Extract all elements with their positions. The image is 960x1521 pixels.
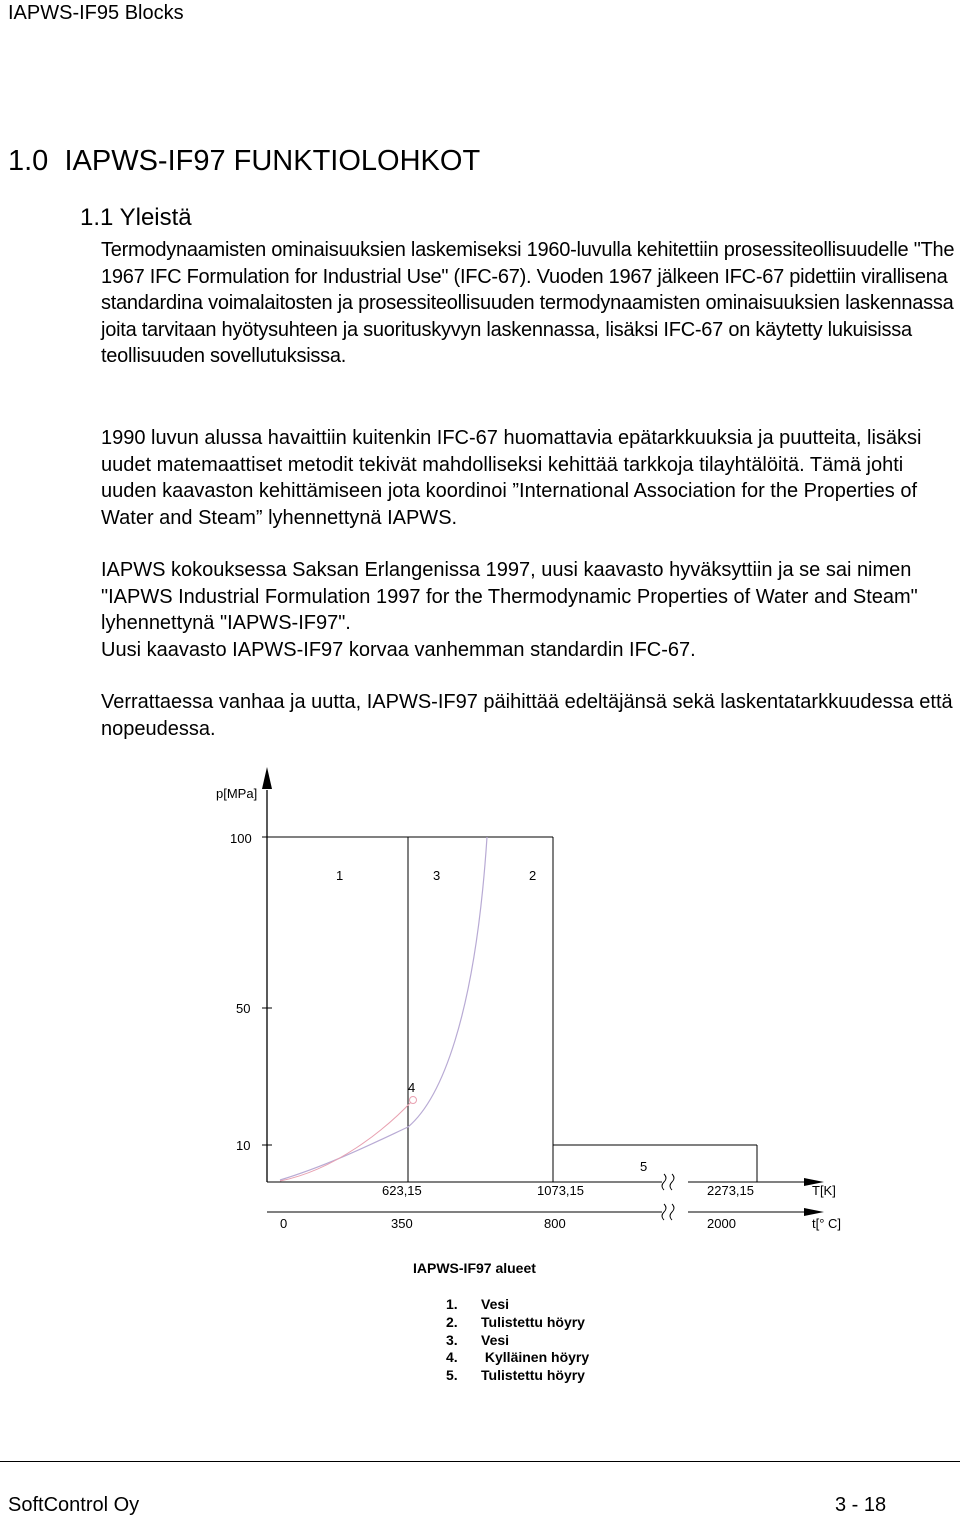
legend-item: 3. Vesi [446,1331,510,1348]
paragraph-text: Uusi kaavasto IAPWS-IF97 korvaa vanhemman standardin IFC-67. [101,638,696,661]
section-title: IAPWS-IF97 FUNKTIOLOHKOT [64,145,481,177]
legend-item: 5. Tulistettu höyry [446,1367,585,1384]
footer-company: SoftControl Oy [8,1494,140,1516]
region-label: 3 [433,868,441,883]
paragraph-text: Verrattaessa vanhaa ja uutta, IAPWS-IF97 päihittää edeltäjänsä sekä laskentatarkkuudessa että nopeudessa. [101,691,953,740]
region-2-3-boundary-curve [408,837,487,1127]
region-legend [446,1296,589,1385]
paragraph-text: 1990 luvun alussa havaittiin kuitenkin IFC-67 huomattavia epätarkkuuksia ja puutteita, lisäksi uudet matemaattiset metodit tekivät mahdolliseksi kehittää tarkkoja tilayhtälöitä. Tämä johti uuden kaavaston kehittämiseen jota koordinoi ”International Association for the Properties of Water and Steam” lyhennettynä IAPWS. [101,427,922,529]
kelvin-tick-label: 1073,15 [537,1183,584,1198]
document-header-title: IAPWS-IF95 Blocks [8,2,184,24]
footer-divider [0,1461,960,1462]
region-label: 5 [640,1159,648,1174]
footer-page-number: 3 - 18 [835,1494,887,1516]
celsius-tick-label: 800 [544,1216,566,1231]
celsius-axis-arrowhead [804,1208,824,1216]
y-tick-label: 100 [230,831,252,846]
axis-break-mark [662,1174,674,1190]
region-label: 1 [336,868,344,883]
kelvin-tick-label: 623,15 [382,1183,422,1198]
iapws-regions-diagram [0,760,960,1240]
saturation-line-detail [280,1100,413,1181]
y-tick-label: 50 [236,1001,251,1016]
y-axis-arrowhead [262,767,272,789]
paragraph-comparison [101,689,959,742]
region-label: 2 [529,868,537,883]
celsius-tick-label: 2000 [707,1216,736,1231]
legend-item: 2. Tulistettu höyry [446,1313,585,1330]
region-label: 4 [408,1080,416,1095]
axis-break-mark [662,1204,674,1220]
celsius-tick-label: 0 [280,1216,288,1231]
paragraph-text: IAPWS kokouksessa Saksan Erlangenissa 1997, uusi kaavasto hyväksyttiin ja se sai nimen "IAPWS Industrial Formulation 1997 for the Thermodynamic Properties of Water and Steam" lyhennettynä "IAPWS-IF97". [101,559,918,634]
figure-title: IAPWS-IF97 alueet [413,1260,536,1276]
saturation-curve [280,1127,408,1180]
legend-item: 1. Vesi [446,1296,510,1312]
paragraph-inaccuracies [101,425,959,531]
legend-item: 4. Kylläinen höyry [446,1349,590,1366]
kelvin-tick-label: 2273,15 [707,1183,754,1198]
celsius-axis-label: t[° C] [812,1216,842,1231]
section-number: 1.0 [8,145,49,177]
subsection-heading: 1.1 Yleistä [80,204,192,231]
section-heading [8,145,480,178]
y-tick-label: 10 [236,1138,251,1153]
y-axis-label: p[MPa] [216,786,258,801]
critical-point-marker [410,1097,417,1104]
kelvin-axis-label: T[K] [812,1183,836,1198]
celsius-tick-label: 350 [391,1216,413,1231]
paragraph-ifc67-history [101,237,959,370]
paragraph-erlangen-meeting [101,557,959,663]
paragraph-text: Termodynaamisten ominaisuuksien laskemiseksi 1960-luvulla kehitettiin prosessiteollisuudelle "The 1967 IFC Formulation for Industrial Use" (IFC-67). Vuoden 1967 jälkeen IFC-67 pidettiin virallisena standardina voimalaitosten ja prosessiteollisuuden termodynaamisten ominaisuuksien laskennassa joita tarvitaan hyötysuhteen ja suorituskyvyn laskennassa, lisäksi IFC-67 on käytetty lukuisissa teollisuuden sovellutuksissa. [101,239,955,367]
